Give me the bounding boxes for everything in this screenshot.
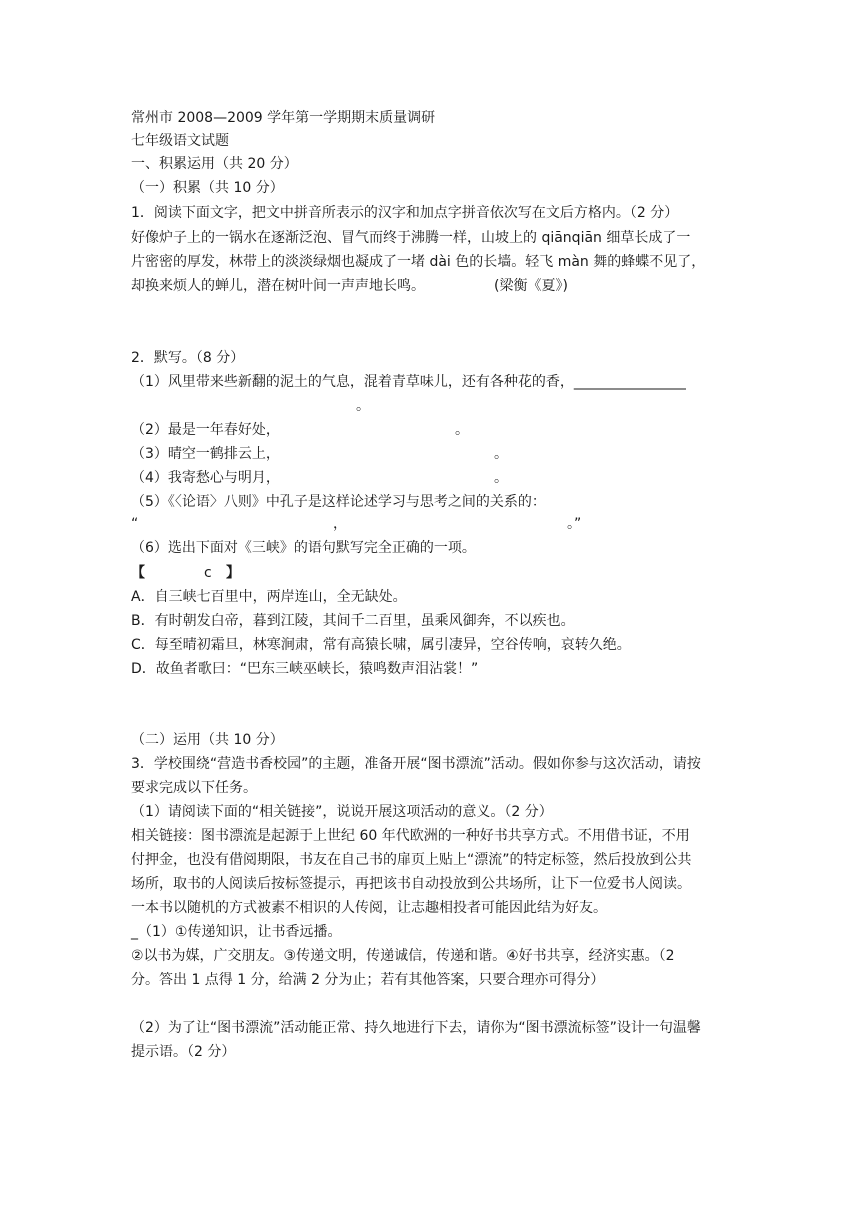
quote-close: 。” — [567, 516, 582, 532]
question-2-item-1 — [131, 372, 686, 392]
question-1-heading: 1．阅读下面文字，把文中拼音所表示的汉字和加点字拼音依次写在文后方格内。（2 分） — [131, 205, 679, 221]
subsection-heading: （一）积累（共 10 分） — [131, 180, 284, 196]
related-link-line: 相关链接：图书漂流是起源于上世纪 60 年代欧洲的一种好书共享方式。不用借书证，不用 — [131, 828, 690, 844]
answer-blank: ________________ — [573, 374, 686, 390]
option-c: C．每至晴初霜旦，林寒涧肃，常有高猿长啸，属引凄异，空谷传响，哀转久绝。 — [131, 637, 631, 653]
option-b: B．有时朝发白帝，暮到江陵，其间千二百里，虽乘风御奔，不以疾也。 — [131, 613, 575, 629]
answer-line: _（1）①传递知识，让书香远播。 — [131, 924, 342, 940]
option-a: A．自三峡七百里中，两岸连山，全无缺处。 — [131, 589, 407, 605]
answer-line: 分。答出 1 点得 1 分，给满 2 分为止；若有其他答案，只要合理亦可得分） — [131, 972, 605, 988]
answer-choice: c — [204, 565, 212, 581]
doc-title: 常州市 2008—2009 学年第一学期期末质量调研 — [131, 110, 436, 126]
question-3-item-1: （1）请阅读下面的“相关链接”，说说开展这项活动的意义。（2 分） — [131, 804, 553, 820]
question-2-item-3: （3）晴空一鹤排云上， — [131, 446, 280, 462]
item-end-punct: 。 — [494, 446, 508, 462]
question-3-item-2: 提示语。（2 分） — [131, 1044, 236, 1060]
question-2-item-6: （6）选出下面对《三峡》的语句默写完全正确的一项。 — [131, 540, 476, 556]
question-2-heading: 2．默写。（8 分） — [131, 350, 245, 366]
question-1-text-line: 好像炉子上的一锅水在逐渐泛泡、冒气而终于沸腾一样，山坡上的 qiānqiān 细草长成了一 — [131, 230, 691, 246]
related-link-line: 场所，取书的人阅读后按标签提示，再把该书自动投放到公共场所，让下一位爱书人阅读。 — [131, 876, 691, 892]
item-text: （1）风里带来些新翻的泥土的气息，混着青草味儿，还有各种花的香， — [131, 374, 574, 390]
question-2-item-4: （4）我寄愁心与明月， — [131, 470, 280, 486]
option-d: D．故鱼者歌曰：“巴东三峡巫峡长，猿鸣数声泪沾裳！” — [131, 661, 479, 677]
question-1-text-line: 片密密的厚发，林带上的淡淡绿烟也凝成了一堵 dài 色的长墙。轻飞 màn 舞的蜂蝶不见了， — [131, 254, 706, 270]
question-1-source: (梁衡《夏》) — [494, 278, 568, 294]
related-link-line: 付押金，也没有借阅期限，书友在自己书的扉页上贴上“漂流”的特定标签，然后投放到公共 — [131, 852, 692, 868]
doc-subtitle: 七年级语文试题 — [131, 133, 229, 149]
answer-line: ②以书为媒，广交朋友。③传递文明，传递诚信，传递和谐。④好书共享，经济实惠。（2 — [131, 948, 675, 964]
question-3-item-2: （2）为了让“图书漂流”活动能正常、持久地进行下去，请你为“图书漂流标签”设计一句温馨 — [131, 1020, 701, 1036]
item-end-punct: 。 — [494, 470, 508, 486]
question-3-text-line: 3．学校围绕“营造书香校园”的主题，准备开展“图书漂流”活动。假如你参与这次活动，请按 — [131, 756, 701, 772]
item-end-punct: 。 — [455, 422, 469, 438]
quote-open: “ — [131, 516, 139, 532]
question-2-item-5: （5）《〈论语〉八则》中孔子是这样论述学习与思考之间的关系的： — [131, 494, 546, 510]
item-end-punct: 。 — [356, 398, 370, 414]
question-3-text-line: 要求完成以下任务。 — [131, 780, 257, 796]
question-2-item-2: （2）最是一年春好处， — [131, 422, 280, 438]
quote-comma: ， — [333, 516, 347, 532]
question-1-text-line: 却换来烦人的蝉儿，潜在树叶间一声声地长鸣。 — [131, 278, 425, 294]
answer-bracket-left: 【 — [131, 565, 145, 581]
related-link-line: 一本书以随机的方式被素不相识的人传阅，让志趣相投者可能因此结为好友。 — [131, 900, 607, 916]
section-heading: 一、积累运用（共 20 分） — [131, 156, 298, 172]
subsection-heading: （二）运用（共 10 分） — [131, 732, 284, 748]
answer-bracket-right: 】 — [226, 565, 240, 581]
